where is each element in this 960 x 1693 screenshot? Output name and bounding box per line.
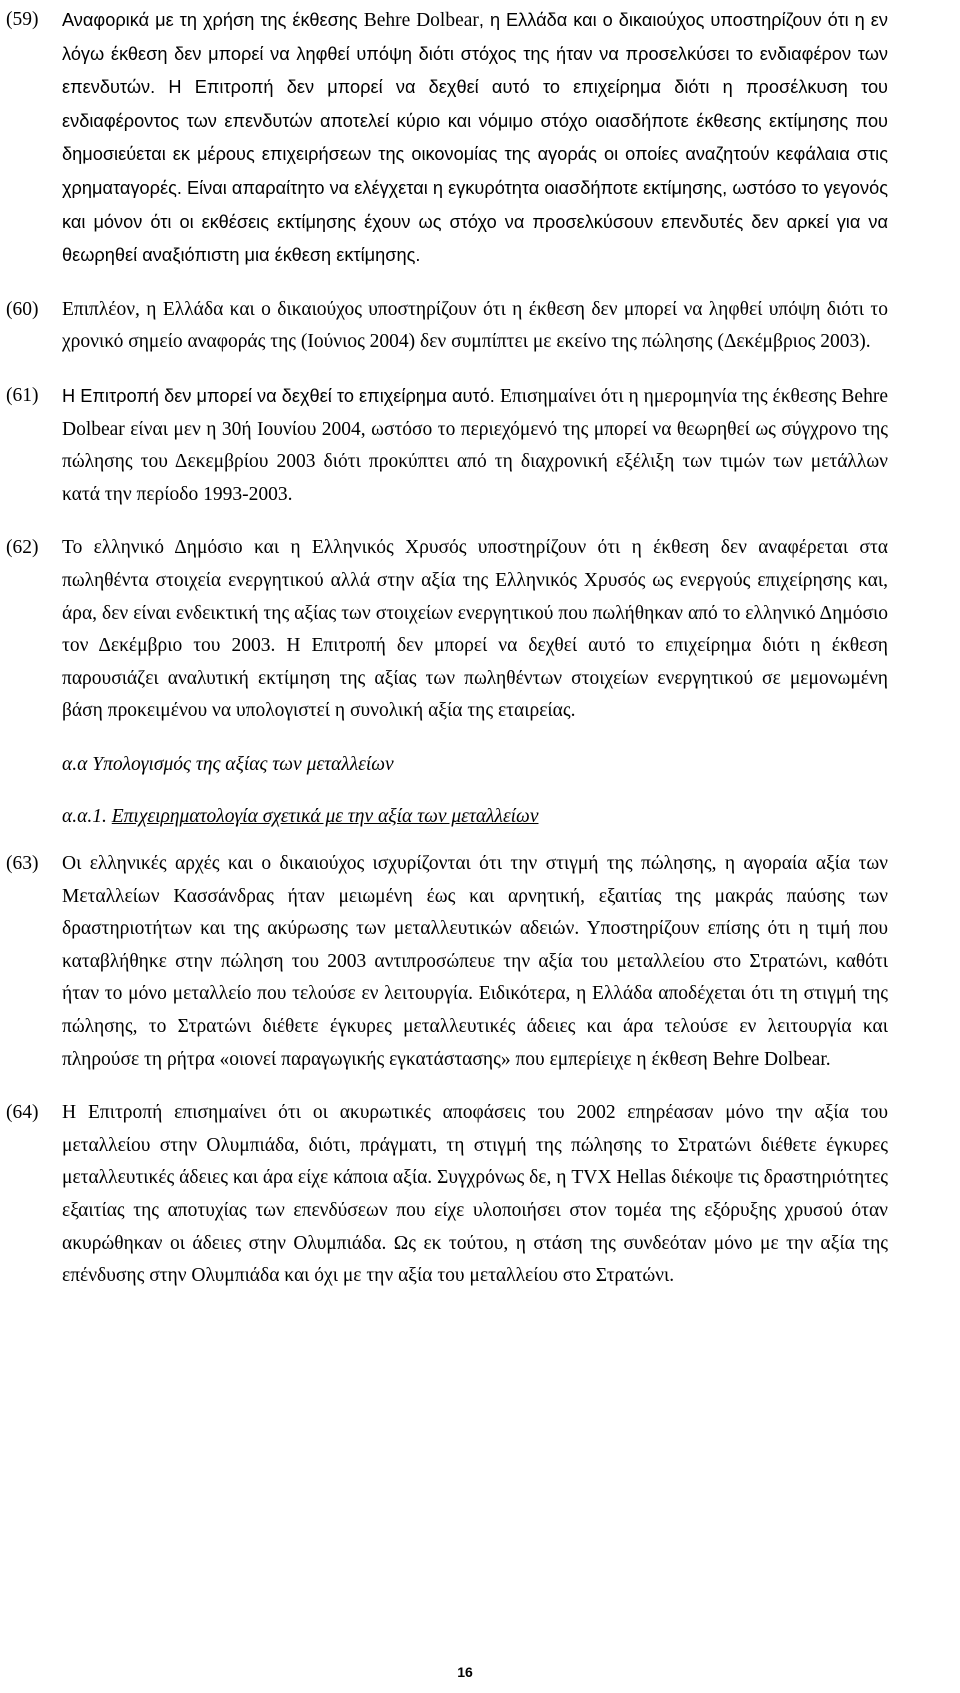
heading-text: Επιχειρηματολογία σχετικά με την αξία των μεταλλείων [111, 806, 539, 828]
paragraph-number: (62) [6, 537, 39, 559]
paragraph-number: (63) [6, 853, 39, 875]
paragraph-number: (59) [6, 9, 39, 30]
text-segment: Επισημαίνει ότι η ημερομηνία της έκθεσης Behre Dolbear είναι μεν η 30ή Ιουνίου 2004, ωστόσο το περιεχόμενό της μπορεί να θεωρηθεί ως σύγχρονο της πώλησης του Δεκεμβρίου 2003 διότι προκύπτει από τη διαχρονική εξέλιξη των τιμών των μετάλλων κατά την περίοδο 1993-2003. [62, 385, 888, 505]
paragraph-number: (64) [6, 1102, 39, 1124]
text-segment: Αναφορικά με τη χρήση της έκθεσης [62, 10, 364, 30]
paragraph-text [62, 1097, 888, 1293]
paragraph-62 [6, 532, 888, 728]
text-segment: Behre Dolbear [363, 10, 479, 31]
paragraph-number: (61) [6, 384, 39, 406]
heading-prefix: α.α.1. [62, 806, 112, 828]
text-segment: Οι ελληνικές αρχές και ο δικαιούχος ισχυρίζονται ότι την στιγμή της πώλησης, η αγοραία αξία των Μεταλλείων Κασσάνδρας ήταν μειωμένη έως και αρνητική, εξαιτίας της μακράς παύσης των δραστηριοτήτων και της ακύρωσης των μεταλλευτικών αδειών. Υποστηρίζουν επίσης ότι η τιμή που καταβλήθηκε στην πώληση του 2003 αντιπροσώπευε την αξία του μεταλλείου στο Στρατώνι, καθότι ήταν το μόνο μεταλλείο που τελούσε εν λειτουργία. Ειδικότερα, η Ελλάδα αποδέχεται ότι τη στιγμή της πώλησης, το Στρατώνι διέθετε έγκυρες μεταλλευτικές άδειες και άρα τελούσε εν λειτουργία και πληρούσε τη ρήτρα «οιονεί παραγωγικής εγκατάστασης» που εμπερίειχε η έκθεση Behre Dolbear. [62, 853, 888, 1070]
paragraph-text [62, 4, 888, 273]
section-heading [62, 749, 888, 782]
paragraph-number: (60) [6, 298, 39, 320]
paragraph-61 [6, 380, 888, 511]
subsection-heading [62, 801, 888, 834]
paragraph-63 [6, 848, 888, 1076]
text-segment: Επιπλέον, η Ελλάδα και ο δικαιούχος υποστηρίζουν ότι η έκθεση δεν μπορεί να ληφθεί υπόψη διότι το χρονικό σημείο αναφοράς της (Ιούνιος 2004) δεν συμπίπτει με εκείνο της πώλησης (Δεκέμβριος 2003). [62, 298, 888, 353]
paragraph-text [62, 848, 888, 1076]
heading-prefix: α.α [62, 753, 93, 775]
heading-text: Υπολογισμός της αξίας των μεταλλείων [92, 753, 394, 775]
paragraph-text [62, 380, 888, 511]
text-segment: , η Ελλάδα και ο δικαιούχος υποστηρίζουν ότι η εν λόγω έκθεση δεν μπορεί να ληφθεί υπόψη διότι στόχος της ήταν να προσελκύσει το ενδιαφέρον των επενδυτών. Η Επιτροπή δεν μπορεί να δεχθεί αυτό το επιχείρημα διότι η προσέλκυση του ενδιαφέροντος των επενδυτών αποτελεί κύριο και νόμιμο στόχο οιασδήποτε έκθεσης εκτίμησης που δημοσιεύεται εκ μέρους επιχειρήσεων της οικονομίας της αγοράς οι οποίες αναζητούν κεφάλαια στις χρηματαγορές. Είναι απαραίτητο να ελέγχεται η εγκυρότητα οιασδήποτε εκτίμησης, ωστόσο το γεγονός και μόνον ότι οι εκθέσεις εκτίμησης έχουν ως στόχο να προσελκύσουν επενδυτές δεν αρκεί για να θεωρηθεί αναξιόπιστη μια έκθεση εκτίμησης. [62, 10, 888, 266]
paragraph-59 [6, 4, 888, 273]
text-segment: Η Επιτροπή επισημαίνει ότι οι ακυρωτικές αποφάσεις του 2002 επηρέασαν μόνο την αξία του μεταλλείου στην Ολυμπιάδα, διότι, πράγματι, τη στιγμή της πώλησης το Στρατώνι διέθετε έγκυρες μεταλλευτικές άδειες και άρα είχε κάποια αξία. Συγχρόνως δε, η TVX Hellas διέκοψε τις δραστηριότητες εξαιτίας της αποτυχίας των επενδύσεων που είχε υλοποιήσει στον τομέα της εξόρυξης χρυσού όταν ακυρώθηκαν οι άδειες στην Ολυμπιάδα. Ως εκ τούτου, η στάση της συνδεόταν μόνο με την αξία της επένδυσης στην Ολυμπιάδα και όχι με την αξία του μεταλλείου στο Στρατώνι. [62, 1102, 888, 1287]
paragraph-text [62, 532, 888, 728]
paragraph-text [62, 294, 888, 359]
paragraph-64 [6, 1097, 888, 1293]
text-segment: Το ελληνικό Δημόσιο και η Ελληνικός Χρυσός υποστηρίζουν ότι η έκθεση δεν αναφέρεται στα πωληθέντα στοιχεία ενεργητικού αλλά στην αξία της Ελληνικός Χρυσός ως ενεργούς επιχείρησης και, άρα, δεν είναι ενδεικτική της αξίας των στοιχείων ενεργητικού που πωλήθηκαν από το ελληνικό Δημόσιο τον Δεκέμβριο του 2003. Η Επιτροπή δεν μπορεί να δεχθεί αυτό το επιχείρημα διότι η έκθεση παρουσιάζει αναλυτική εκτίμηση της αξίας των πωληθέντων στοιχείων ενεργητικού σε μεμονωμένη βάση προκειμένου να υπολογιστεί η συνολική αξία της εταιρείας. [62, 537, 888, 722]
page-number: 16 [457, 1664, 473, 1680]
text-segment: Η Επιτροπή δεν μπορεί να δεχθεί το επιχείρημα αυτό. [62, 385, 500, 406]
paragraph-60 [6, 294, 888, 359]
document-page [6, 4, 888, 1314]
